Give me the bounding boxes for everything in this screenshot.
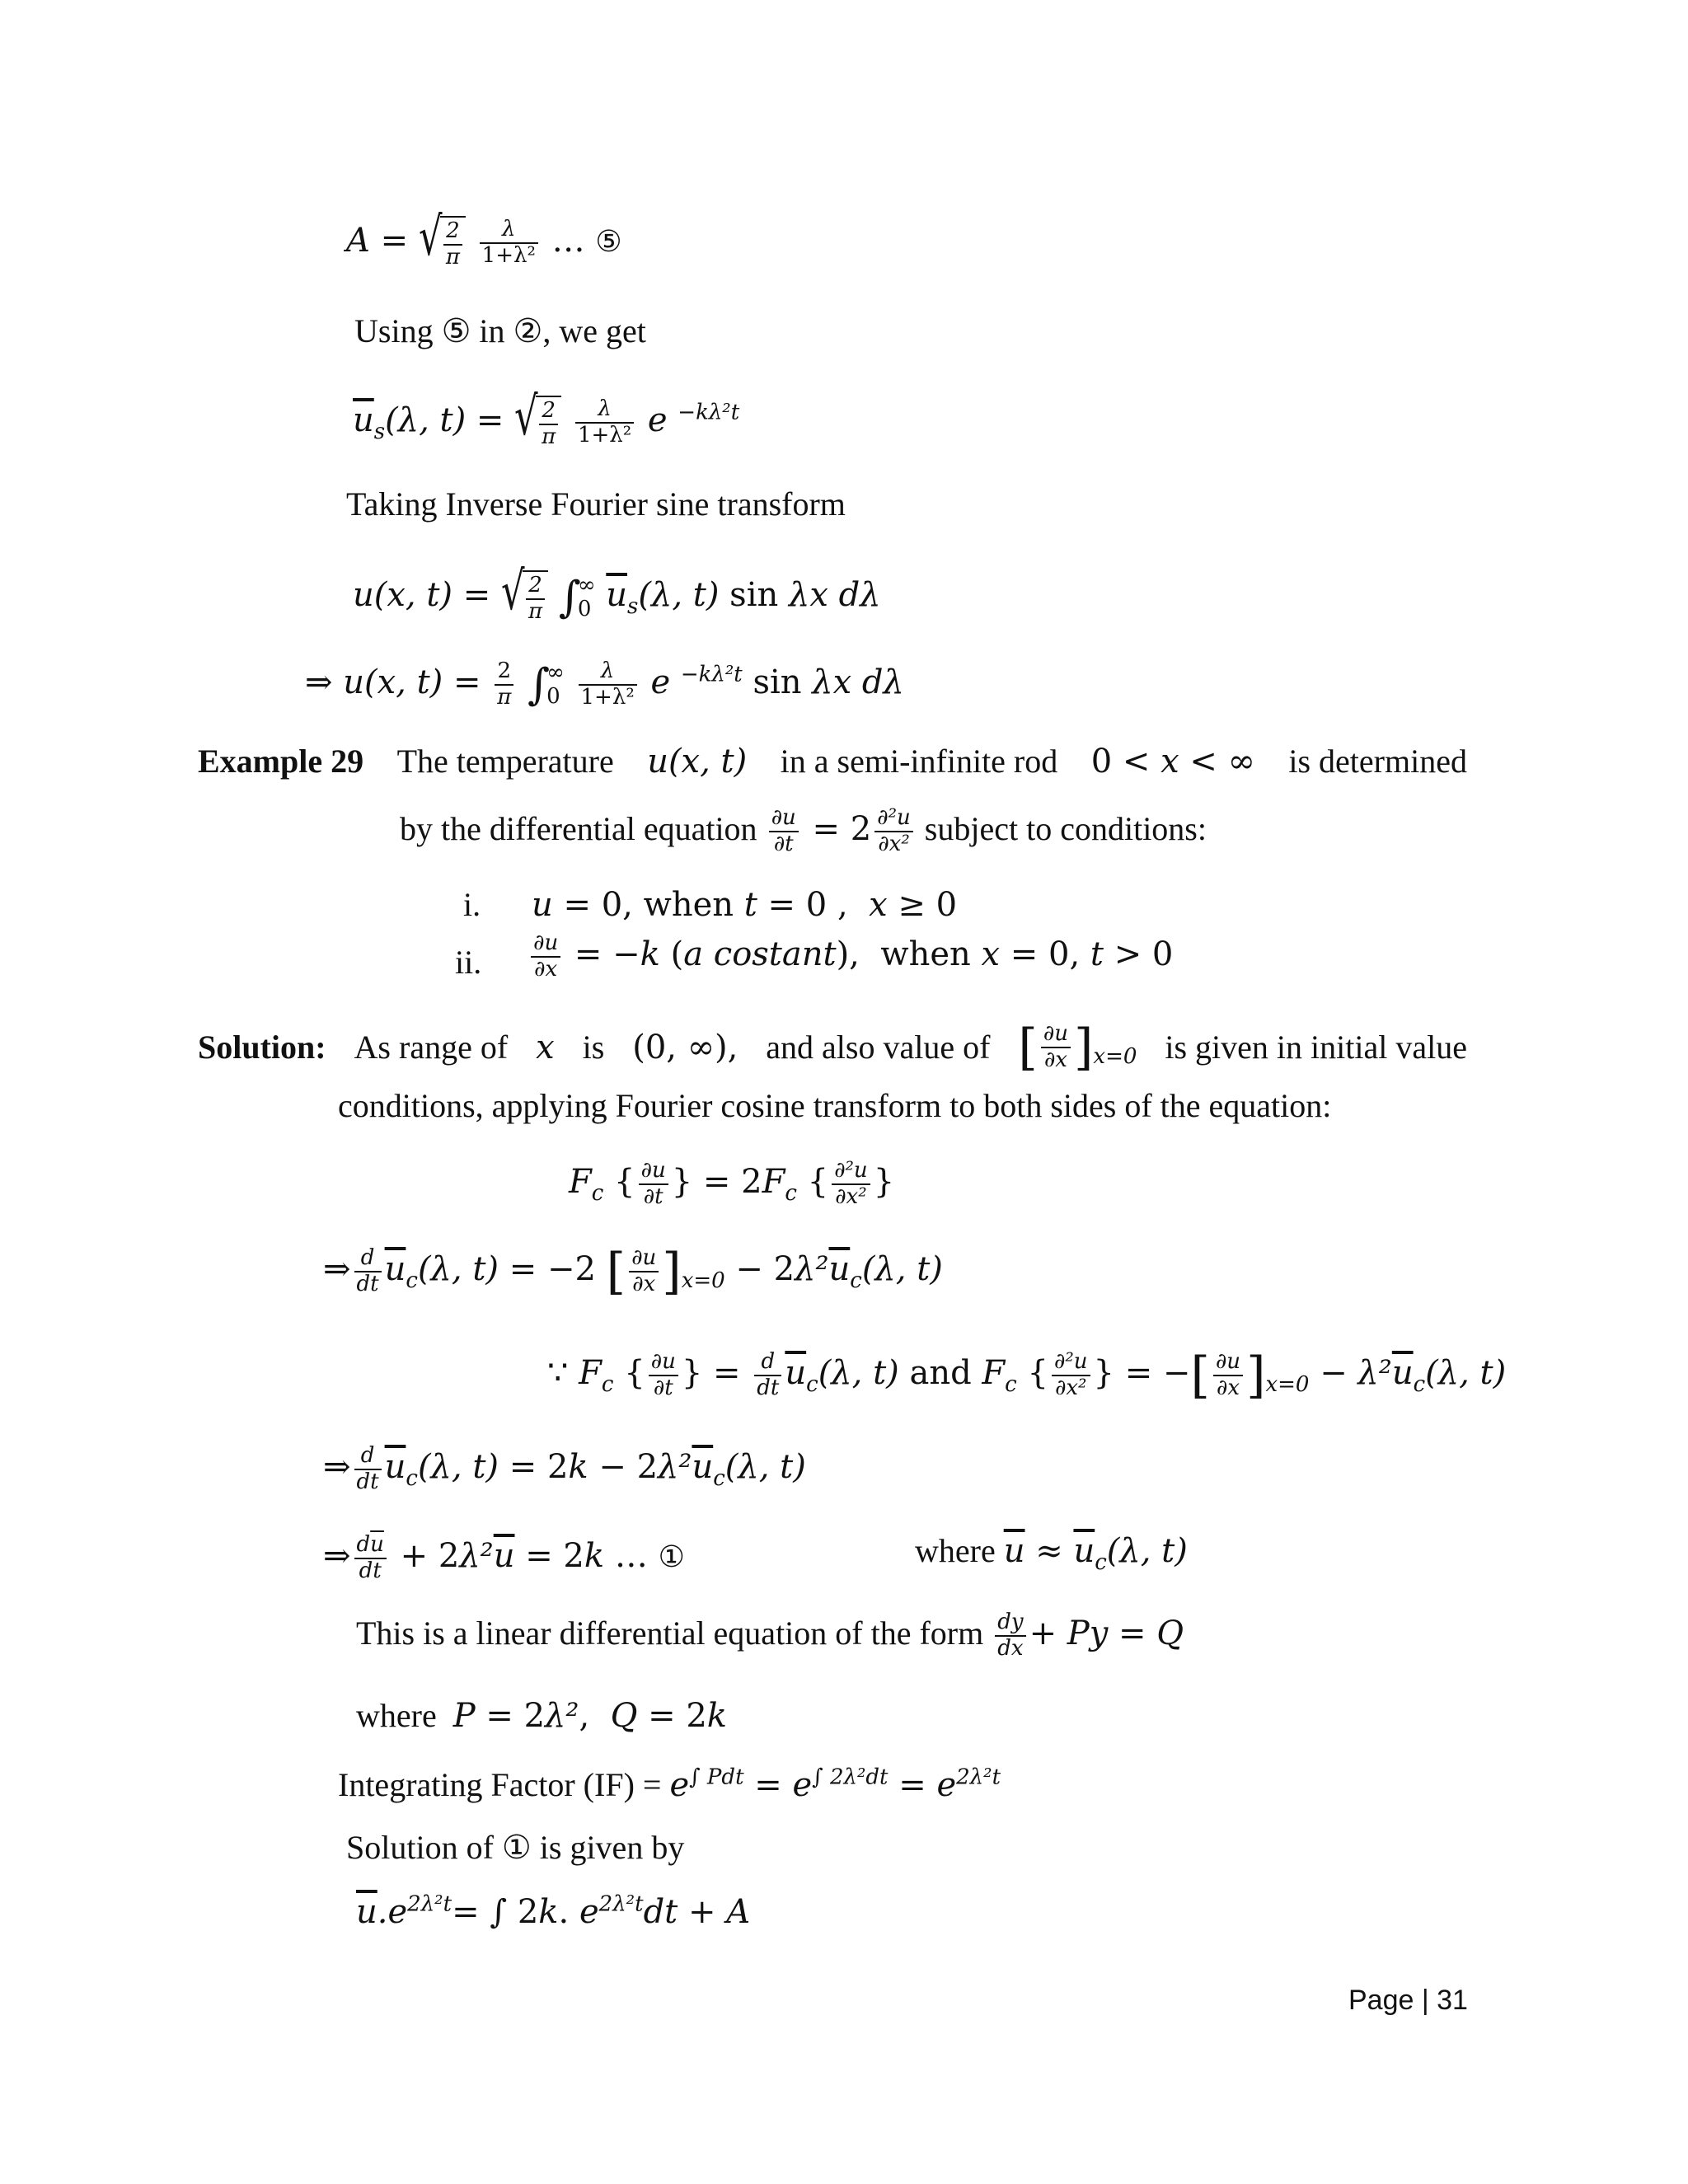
condition-ii: $\frac{\partial u}{\partial x}$ = −k (a costant), when x = 0, t > 0	[528, 931, 1173, 982]
equation-last: $\overline{u}.e^{2\lambda^2t}=$ ∫ 2k. $e^{2\lambda^2t}dt + A$	[356, 1891, 751, 1931]
page-number: Page | 31	[1348, 1985, 1468, 2016]
where-u-approx: where $\overline{u} \approx \overline{u}_c(\lambda$, t)	[915, 1532, 1188, 1575]
text-using-5-in-2: Using ⑤ in ②, we get	[354, 312, 646, 349]
equation-A: A = √ $\frac{2}{\pi}$ $\frac{\lambda}{\text{1+λ²}}$ … ⑤	[346, 207, 622, 269]
equation-d-dt-1: ⇒ $\frac{d}{dt}$ $\overline{u}_c(\lambda$, t) = −2 [ $\frac{\partial u}{\partial x}$ ]$_{x=0} - 2\lambda^2\overline{u}_c(\lambda$, t)	[323, 1242, 943, 1301]
linear-form-line: This is a linear differential equation of the form $\frac{dy}{dx}$ + Py = Q	[356, 1610, 1184, 1661]
solution-label: Solution:	[198, 1028, 326, 1066]
example-label: Example 29	[198, 743, 364, 780]
equation-d-dt-2: ⇒ $\frac{d}{dt}$ $\overline{u}_c(\lambda$, $t) = 2k - 2\lambda^2\overline{u}_c(\lambda$, t)	[323, 1443, 806, 1494]
text-inverse-fourier: Taking Inverse Fourier sine transform	[346, 485, 846, 523]
solution-of-1: Solution of ① is given by	[346, 1829, 685, 1866]
condition-ii-number: ii.	[455, 944, 482, 981]
condition-i: u = 0, when t = 0 , x ≥ 0	[532, 886, 958, 924]
where-P-Q: where P = 2λ², Q = 2k	[356, 1697, 728, 1735]
condition-i-number: i.	[463, 886, 481, 923]
solution-line1: Solution: As range of x is (0, ∞), and also value of [ $\frac{\partial u}{\partial x}$ ]$_{x=0}$ is given in initial value	[198, 1018, 1467, 1076]
solution-line2: conditions, applying Fourier cosine transform to both sides of the equation:	[338, 1087, 1332, 1124]
example-29-line2: by the differential equation $\frac{\partial u}{\partial t}$ = 2 $\frac{\text{∂²u}}{\text{∂x²}}$ subject to conditions:	[400, 805, 1207, 856]
integrating-factor: Integrating Factor $(IF) = e^{\int Pdt} = e^{\int 2\lambda^2dt} = e^{2\lambda^2t}$	[338, 1765, 1001, 1804]
equation-us: $\overline{u}_s(\lambda$, t) = √ $\frac{2}{\pi}$ $\frac{\lambda}{\text{1+λ²}}$ e $^{-k\lambda^2t}$	[353, 387, 740, 449]
equation-fc: $F_c$ { $\frac{\partial u}{\partial t}$ } = $2F_c$ { $\frac{\text{∂²u}}{\text{∂x²}}$ }	[569, 1158, 895, 1209]
equation-because: ∵ $F_c$ { $\frac{\partial u}{\partial t}$ } = $\frac{d}{dt}$ $\overline{u}_c(\lambda$, t) and $F_c$ { $\frac{\text{∂²u}}{\text{∂x²}}$ } = −[ $\frac{\partial u}{\partial x}$ ]$_{x=0} - \lambda^2\overline{u}_c(\lambda$, t)	[547, 1346, 1507, 1404]
example-29-line1: Example 29 The temperature u(x, t) in a semi-infinite rod 0 < x < ∞ is determined	[198, 743, 1467, 780]
equation-u-inverse: u(x, t) = √ $\frac{2}{\pi}$ ∫ ∞ 0 $\overline{u}_s(\lambda$, t) sin λx dλ	[353, 561, 881, 624]
equation-1: ⇒ $\frac{d\overline{u}}{dt}$ + $2\lambda^2\overline{u} = 2k$ … ①	[323, 1532, 685, 1583]
equation-u-final: ⇒ u(x, t) = $\frac{2}{\pi}$ ∫ ∞ 0 $\frac{\lambda}{\text{1+λ²}}$ e $^{-k\lambda^2t}$ sin λx dλ	[305, 658, 904, 710]
